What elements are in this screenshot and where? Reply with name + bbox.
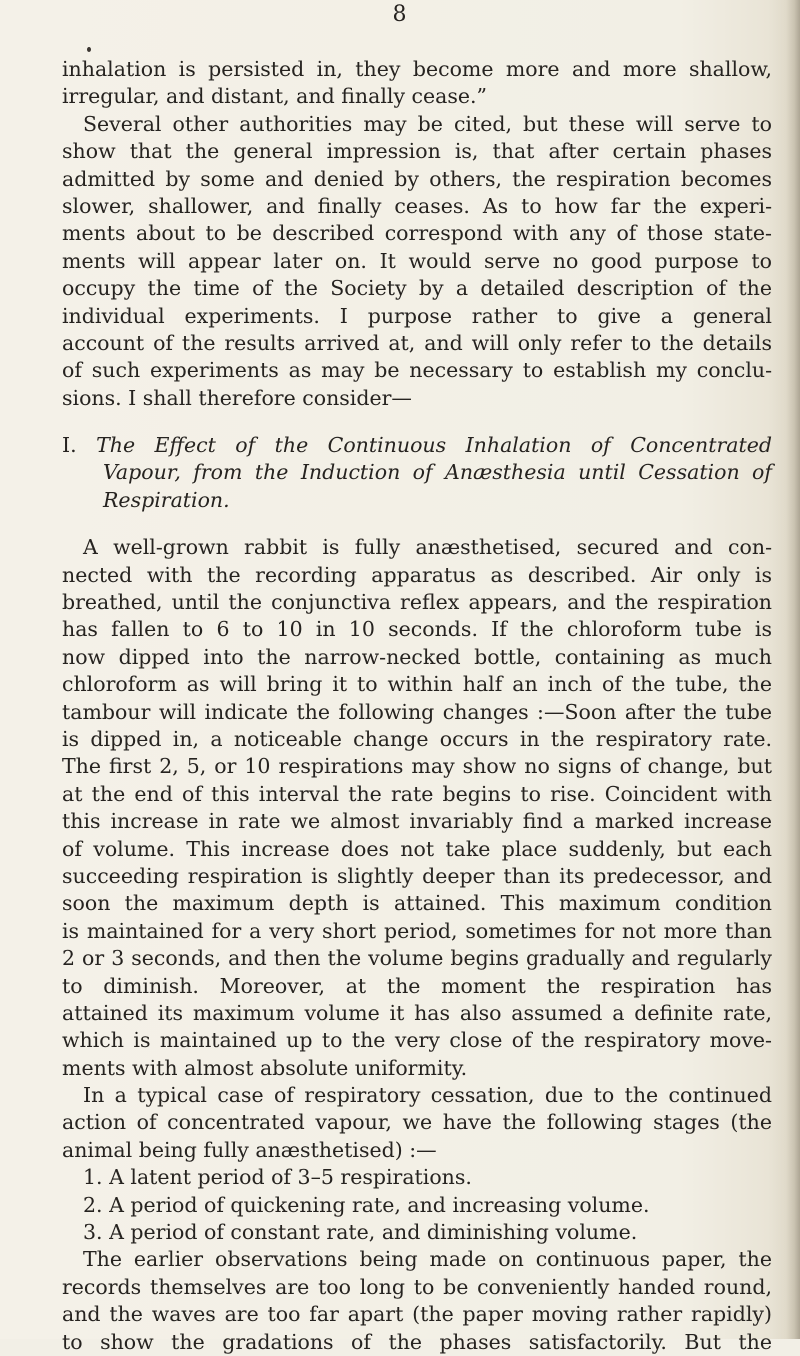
text-line: ments with almost absolute uniformity. <box>62 1055 468 1080</box>
body-text <box>62 56 772 1356</box>
text-line: admitted by some and denied by others, the respiration becomes <box>62 166 772 191</box>
text-line: soon the maximum depth is attained. This maximum condition <box>62 891 772 916</box>
text-line: now dipped into the narrow-necked bottle, containing as much <box>62 644 772 669</box>
text-line: records themselves are too long to be conveniently handed round, <box>62 1274 772 1299</box>
text-line: The first 2, 5, or 10 respirations may show no signs of change, but <box>62 754 772 779</box>
text-line: irregular, and distant, and finally cease.” <box>62 84 488 109</box>
text-line: individual experiments. I purpose rather to give a general <box>62 303 772 328</box>
text-line: of volume. This increase does not take place suddenly, but each <box>62 836 772 861</box>
paragraph-3 <box>62 1082 772 1164</box>
text-line: has fallen to 6 to 10 in 10 seconds. If the chloroform tube is <box>62 617 772 642</box>
text-line: to diminish. Moreover, at the moment the respiration has <box>62 973 772 998</box>
paragraph-1 <box>62 56 772 412</box>
text-line: show that the general impression is, that after certain phases <box>62 139 772 164</box>
paragraph-4 <box>62 1246 772 1356</box>
text-line: Several other authorities may be cited, but these will serve to <box>83 111 772 136</box>
text-line: tambour will indicate the following changes :—Soon after the tube <box>62 699 772 724</box>
heading-number: I. <box>62 433 77 458</box>
text-line: A well-grown rabbit is fully anæsthetised, secured and con- <box>83 535 772 560</box>
text-line: account of the results arrived at, and will only refer to the details <box>62 330 772 355</box>
section-heading <box>62 432 772 514</box>
list-item: 2. A period of quickening rate, and increasing volume. <box>83 1192 650 1217</box>
heading-line-2: Vapour, from the Induction of Anæsthesia until Cessation of <box>103 460 772 485</box>
spacer <box>62 514 772 534</box>
text-line: and the waves are too far apart (the paper moving rather rapidly) <box>62 1302 772 1327</box>
text-line: occupy the time of the Society by a detailed description of the <box>62 276 772 301</box>
spacer <box>62 412 772 432</box>
text-line: animal being fully anæsthetised) :— <box>62 1137 437 1162</box>
stage-list <box>62 1164 772 1246</box>
text-line: succeeding respiration is slightly deeper than its predecessor, and <box>62 863 772 888</box>
text-line: is dipped in, a noticeable change occurs in the respiratory rate. <box>62 726 772 751</box>
heading-line-1: The Effect of the Continuous Inhalation of Concentrated <box>96 433 772 458</box>
text-line: breathed, until the conjunctiva reflex appears, and the respiration <box>62 590 772 615</box>
text-line: The earlier observations being made on continuous paper, the <box>83 1247 772 1272</box>
text-line: ments about to be described correspond with any of those state- <box>62 221 772 246</box>
heading-line-3: Respiration. <box>103 487 230 512</box>
text-line: 2 or 3 seconds, and then the volume begins gradually and regularly <box>62 946 772 971</box>
text-line: ments will appear later on. It would serve no good purpose to <box>62 248 772 273</box>
text-line: of such experiments as may be necessary to establish my conclu- <box>62 358 772 383</box>
text-line: sions. I shall therefore consider— <box>62 385 412 410</box>
text-line: attained its maximum volume it has also assumed a definite rate, <box>62 1000 772 1025</box>
text-line: In a typical case of respiratory cessation, due to the continued <box>83 1083 772 1108</box>
list-item: 3. A period of constant rate, and diminishing volume. <box>83 1220 638 1245</box>
list-item: 1. A latent period of 3–5 respirations. <box>83 1165 472 1190</box>
text-line: which is maintained up to the very close of the respiratory move- <box>62 1028 772 1053</box>
text-line: at the end of this interval the rate begins to rise. Coincident with <box>62 781 772 806</box>
text-line: nected with the recording apparatus as described. Air only is <box>62 562 772 587</box>
ink-speck <box>87 47 91 52</box>
text-line: slower, shallower, and finally ceases. As to how far the experi- <box>62 193 772 218</box>
text-line: inhalation is persisted in, they become more and more shallow, <box>62 57 772 81</box>
text-line: this increase in rate we almost invariably find a marked increase <box>62 809 772 834</box>
text-line: action of concentrated vapour, we have the following stages (the <box>62 1110 772 1135</box>
text-line: is maintained for a very short period, sometimes for not more than <box>62 918 772 943</box>
text-line: to show the gradations of the phases satisfactorily. But the <box>62 1329 772 1354</box>
text-line: chloroform as will bring it to within half an inch of the tube, the <box>62 672 772 697</box>
page-number: 8 <box>392 2 408 27</box>
page-edge-shadow <box>786 0 800 1339</box>
paragraph-2 <box>62 534 772 1082</box>
